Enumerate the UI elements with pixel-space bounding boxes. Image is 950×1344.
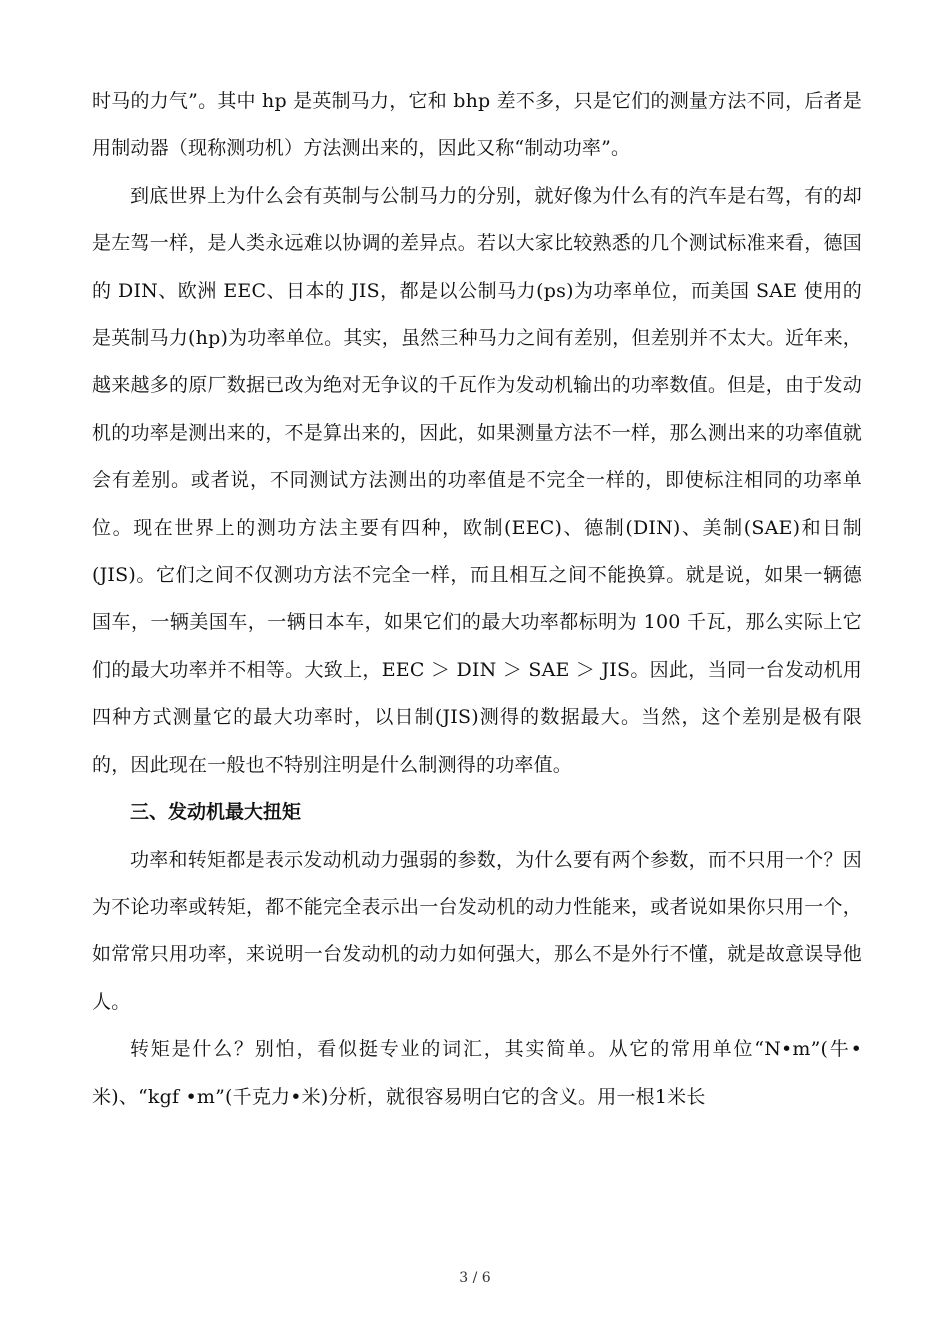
paragraph-horsepower-standards: 到底世界上为什么会有英制与公制马力的分别，就好像为什么有的汽车是右驾，有的却是左驾一样，是人类永远难以协调的差异点。若以大家比较熟悉的几个测试标准来看，德国的 DIN、欧洲 EEC、日本的 JIS，都是以公制马力(ps)为功率单位，而美国 SAE 使用的是英制马力(hp)为功率单位。其实，虽然三种马力之间有差别，但差别并不太大。近年来，越来越多的原厂数据已改为绝对无争议的千瓦作为发动机输出的功率数值。但是，由于发动机的功率是测出来的，不是算出来的，因此，如果测量方法不一样，那么测出来的功率值就会有差别。或者说，不同测试方法测出的功率值是不完全一样的，即使标注相同的功率单位。现在世界上的测功方法主要有四种，欧制(EEC)、德制(DIN)、美制(SAE)和日制(JIS)。它们之间不仅测功方法不完全一样，而且相互之间不能换算。就是说，如果一辆德国车，一辆美国车，一辆日本车，如果它们的最大功率都标明为 100 千瓦，那么实际上它们的最大功率并不相等。大致上，EEC ＞ DIN ＞ SAE ＞ JIS。因此，当同一台发动机用四种方式测量它的最大功率时，以日制(JIS)测得的数据最大。当然，这个差别是极有限的，因此现在一般也不特别注明是什么制测得的功率值。 [92, 184, 862, 776]
paragraph-continuation: 时马的力气”。其中 hp 是英制马力，它和 bhp 差不多，只是它们的测量方法不同，后者是用制动器（现称测功机）方法测出来的，因此又称“制动功率”。 [92, 90, 862, 160]
document-page [92, 78, 862, 1121]
paragraph-torque-definition: 转矩是什么？别怕，看似挺专业的词汇，其实简单。从它的常用单位“N•m”(牛•米)、“kgf •m”(千克力•米)分析，就很容易明白它的含义。用一根1米长 [92, 1038, 862, 1108]
paragraph-power-torque: 功率和转矩都是表示发动机动力强弱的参数，为什么要有两个参数，而不只用一个？因为不论功率或转矩，都不能完全表示出一台发动机的动力性能来，或者说如果你只用一个，如常常只用功率，来说明一台发动机的动力如何强大，那么不是外行不懂，就是故意误导他人。 [92, 848, 862, 1013]
section-heading: 三、发动机最大扭矩 [130, 801, 302, 824]
page-number: 3 / 6 [459, 1270, 491, 1286]
